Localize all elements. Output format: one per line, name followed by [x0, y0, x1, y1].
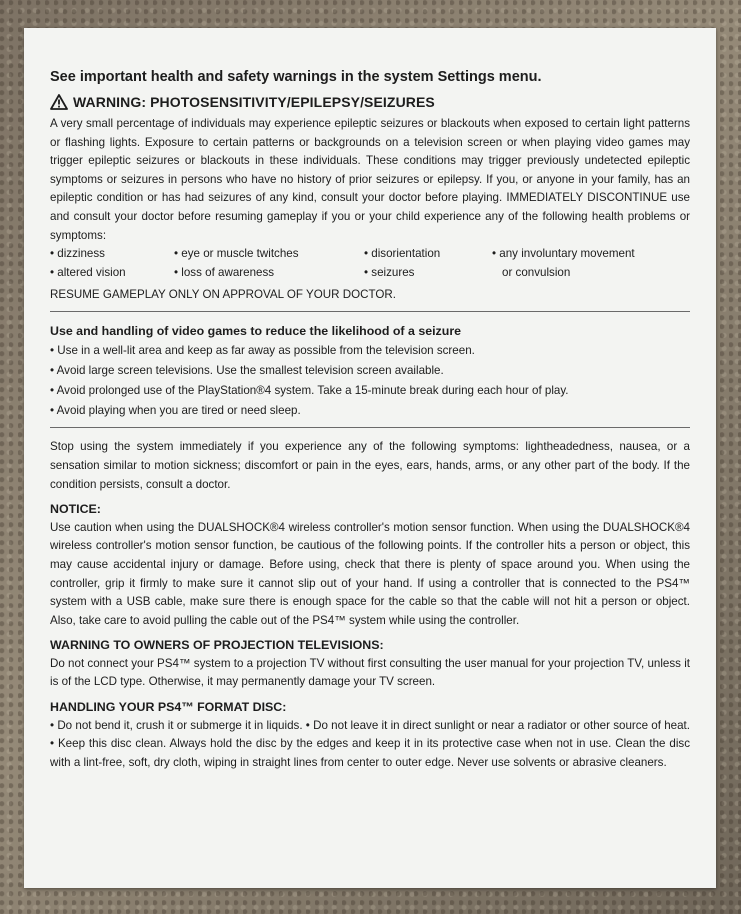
disc-handling-heading: HANDLING YOUR PS4™ FORMAT DISC: — [50, 700, 287, 715]
photosensitivity-warning-heading — [50, 93, 690, 111]
usage-item: • Avoid prolonged use of the PlayStation®4 system. Take a 15-minute break during each hour of play. — [50, 383, 569, 397]
symptom-item: • any involuntary movement — [492, 247, 635, 261]
symptom-column-2 — [174, 245, 364, 282]
symptom-item: • disorientation — [364, 247, 441, 261]
resume-note: RESUME GAMEPLAY ONLY ON APPROVAL OF YOUR DOCTOR. — [50, 288, 396, 302]
warning-title-text: WARNING: PHOTOSENSITIVITY/EPILEPSY/SEIZURES — [73, 94, 435, 110]
warning-triangle-icon — [50, 94, 68, 110]
symptom-item: • altered vision — [50, 265, 126, 279]
symptom-column-1 — [50, 245, 174, 282]
warning-body: A very small percentage of individuals may experience epileptic seizures or blackouts when exposed to certain light patterns or flashing lights. Exposure to certain patterns or backgrounds on a television screen or when playing video games may trigger epileptic seizures or blackouts in these individuals. These conditions may trigger previously undetected epileptic symptoms or seizures in persons who have no history of prior seizures or epilepsy. If you, or anyone in your family, has an epileptic condition or has had seizures of any kind, consult your doctor before playing. IMMEDIATELY DISCONTINUE use and consult your doctor before resuming gameplay if you or your child experience any of the following health problems or symptoms: — [50, 117, 690, 242]
symptom-item: • eye or muscle twitches — [174, 247, 299, 261]
divider — [50, 311, 690, 312]
symptom-column-3 — [364, 245, 492, 282]
notice-text: Use caution when using the DUALSHOCK®4 wireless controller's motion sensor function. When using the DUALSHOCK®4 wireless controller's motion sensor function, be cautious of the following points. If the controller hits a person or object, this may cause accidental injury or damage. Before using, check that there is plenty of space around you. When using the controller, grip it firmly to make sure it cannot slip out of your hand. If using a controller that is connected to the PS4™ system with a USB cable, make sure there is enough space for the cable so that the cable will not hit a person or object. Also, take care to avoid pulling the cable out of the PS4™ system while using the controller. — [50, 520, 690, 627]
symptom-list — [50, 245, 690, 282]
symptom-item: • seizures — [364, 265, 415, 279]
stop-using-text: Stop using the system immediately if you experience any of the following symptoms: lightheadedness, nausea, or a sensation similar to motion sickness; discomfort or pain in the eyes, ears, hands, arms, or any other part of the body. If the condition persists, consult a doctor. — [50, 440, 690, 491]
page-title: See important health and safety warnings in the system Settings menu. — [50, 69, 542, 85]
projection-tv-text: Do not connect your PS4™ system to a projection TV without first consulting the user manual for your projection TV, unless it is of the LCD type. Otherwise, it may permanently damage your TV screen. — [50, 656, 690, 689]
symptom-column-4 — [492, 245, 690, 282]
projection-tv-heading: WARNING TO OWNERS OF PROJECTION TELEVISIONS: — [50, 638, 384, 653]
symptom-item: • loss of awareness — [174, 265, 275, 279]
divider — [50, 427, 690, 428]
disc-handling-text: • Do not bend it, crush it or submerge it in liquids. • Do not leave it in direct sunlight or near a radiator or other source of heat. • Keep this disc clean. Always hold the disc by the edges and keep it in its protective case when not in use. Clean the disc with a lint-free, soft, dry cloth, wiping in straight lines from center to outer edge. Never use solvents or abrasive cleaners. — [50, 718, 690, 769]
symptom-item: or convulsion — [502, 265, 571, 279]
safety-leaflet — [24, 28, 716, 888]
usage-item: • Avoid large screen televisions. Use the smallest television screen available. — [50, 363, 444, 377]
usage-list — [50, 341, 690, 422]
notice-heading: NOTICE: — [50, 502, 101, 517]
usage-item: • Avoid playing when you are tired or need sleep. — [50, 404, 301, 418]
usage-heading: Use and handling of video games to reduce the likelihood of a seizure — [50, 323, 462, 338]
usage-item: • Use in a well-lit area and keep as far away as possible from the television screen. — [50, 343, 475, 357]
symptom-item: • dizziness — [50, 247, 105, 261]
